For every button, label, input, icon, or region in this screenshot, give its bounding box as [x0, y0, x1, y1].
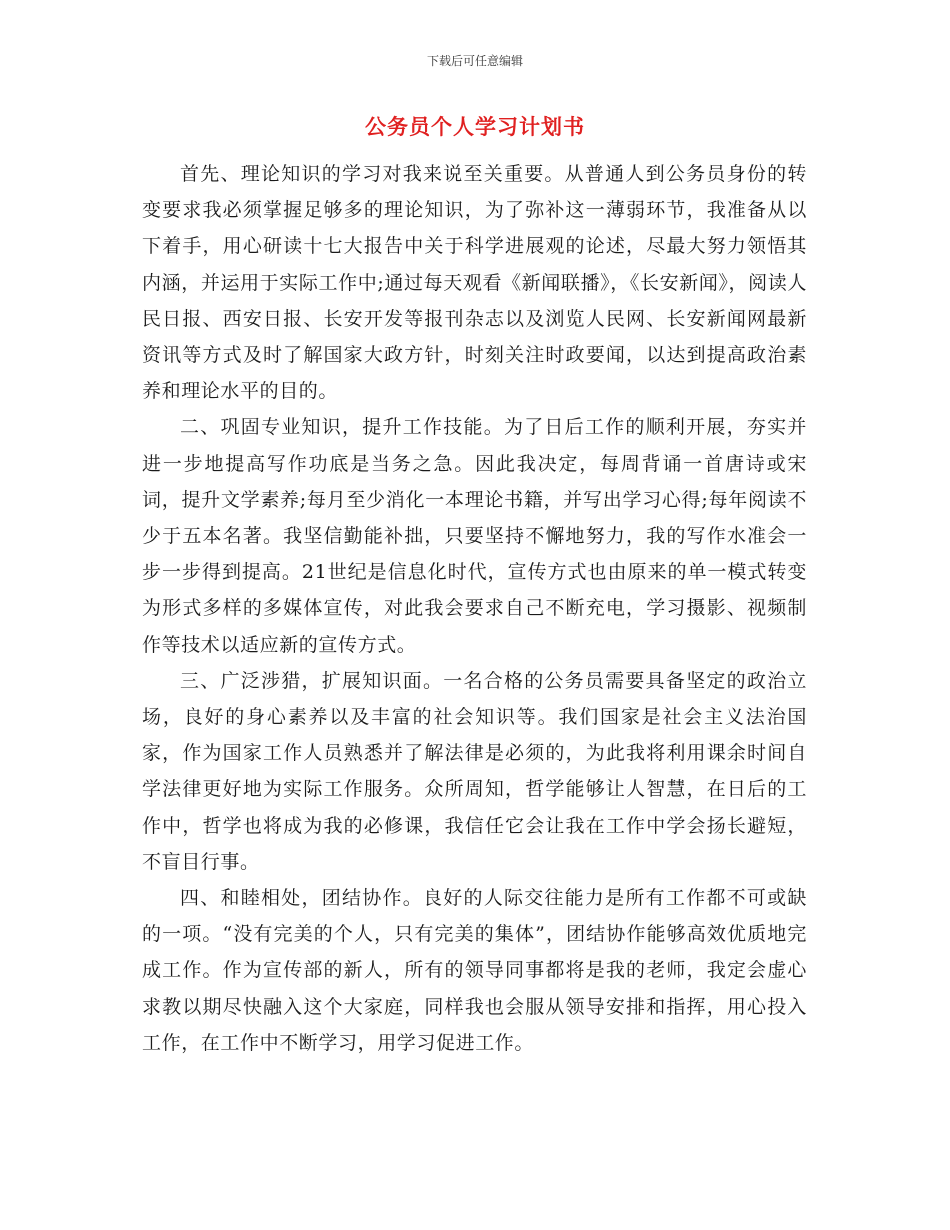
- paragraph-theory: 首先、理论知识的学习对我来说至关重要。从普通人到公务员身份的转变要求我必须掌握足够多的理论知识，为了弥补这一薄弱环节，我准备从以下着手，用心研读十七大报告中关于科学进展观的论述，尽最大努力领悟其内涵，并运用于实际工作中;通过每天观看《新闻联播》，《长安新闻》，阅读人民日报、西安日报、长安开发等报刊杂志以及浏览人民网、长安新闻网最新资讯等方式及时了解国家大政方针，时刻关注时政要闻，以达到提高政治素养和理论水平的目的。: [142, 163, 807, 403]
- document-title: 公务员个人学习计划书: [365, 114, 585, 139]
- document-body: [142, 156, 807, 1061]
- paragraph-professional: 二、巩固专业知识，提升工作技能。为了日后工作的顺利开展，夯实并进一步地提高写作功底是当务之急。因此我决定，每周背诵一首唐诗或宋词，提升文学素养;每月至少消化一本理论书籍，并写出学习心得;每年阅读不少于五本名著。我坚信勤能补拙，只要坚持不懈地努力，我的写作水准会一步一步得到提高。21世纪是信息化时代，宣传方式也由原来的单一模式转变为形式多样的多媒体宣传，对此我会要求自己不断充电，学习摄影、视频制作等技术以适应新的宣传方式。: [142, 416, 807, 656]
- header-note: 下载后可任意编辑: [426, 54, 523, 68]
- paragraph-knowledge: 三、广泛涉猎，扩展知识面。一名合格的公务员需要具备坚定的政治立场，良好的身心素养以及丰富的社会知识等。我们国家是社会主义法治国家，作为国家工作人员熟悉并了解法律是必须的，为此我将利用课余时间自学法律更好地为实际工作服务。众所周知，哲学能够让人智慧，在日后的工作中，哲学也将成为我的必修课，我信任它会让我在工作中学会扬长避短，不盲目行事。: [142, 669, 807, 873]
- paragraph-teamwork: 四、和睦相处，团结协作。良好的人际交往能力是所有工作都不可或缺的一项。“没有完美的个人，只有完美的集体”，团结协作能够高效优质地完成工作。作为宣传部的新人，所有的领导同事都将是我的老师，我定会虚心求教以期尽快融入这个大家庭，同样我也会服从领导安排和指挥，用心投入工作，在工作中不断学习，用学习促进工作。: [142, 887, 807, 1054]
